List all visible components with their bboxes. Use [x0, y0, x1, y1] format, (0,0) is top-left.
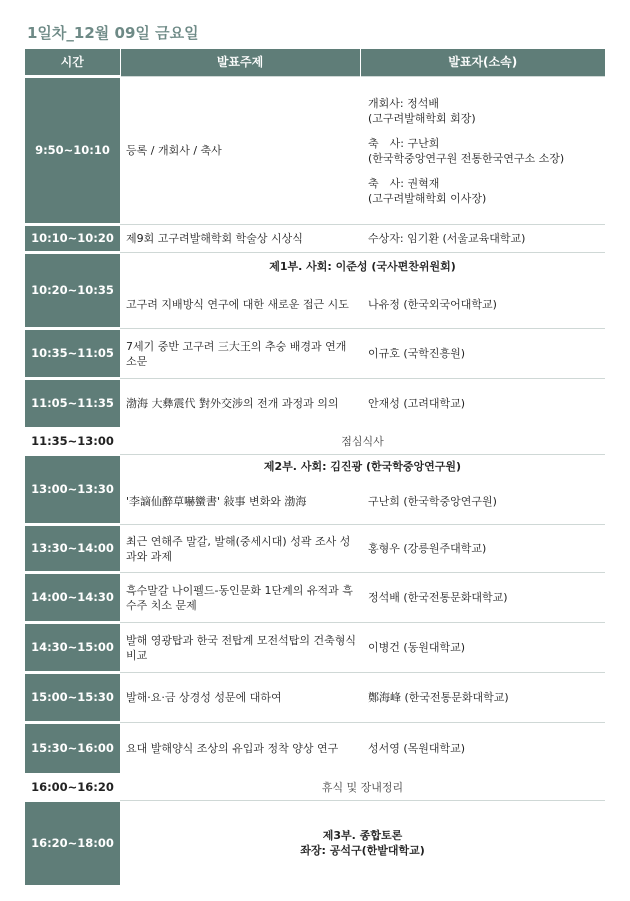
- presenter-cell: 나유정 (한국외국어대학교): [368, 297, 497, 311]
- topic-cell: 7세기 중반 고구려 三大王의 추숭 배경과 연개소문: [120, 329, 360, 379]
- presenter-role: 개회사: 정석배: [368, 96, 439, 110]
- table-row: [25, 379, 605, 429]
- table-row: [25, 673, 605, 723]
- session-title-row: [25, 253, 605, 281]
- table-row: [25, 723, 605, 775]
- session-title: 제1부. 사회: 이준성 (국사편찬위원회): [120, 253, 605, 281]
- time-cell: 11:35~13:00: [25, 429, 120, 455]
- time-cell: 10:35~11:05: [25, 329, 120, 379]
- table-row: [25, 623, 605, 673]
- topic-cell: 등록 / 개회사 / 축사: [120, 77, 360, 225]
- presenter-cell: 구난희 (한국학중앙연구원): [368, 494, 497, 508]
- time-cell: 10:20~10:35: [25, 253, 120, 329]
- presenter-affil: (고구려발해학회 회장): [368, 111, 476, 125]
- presenter-block: [368, 176, 601, 206]
- topic-cell: 제9회 고구려발해학회 학술상 시상식: [120, 225, 360, 253]
- time-cell: 14:00~14:30: [25, 573, 120, 623]
- time-cell: 10:10~10:20: [25, 225, 120, 253]
- header-topic: 발표주제: [120, 49, 360, 77]
- presenter-affil: (고구려발해학회 이사장): [368, 191, 487, 205]
- presenter-role: 축 사: 구난희: [368, 136, 440, 150]
- schedule-table: [25, 49, 605, 885]
- table-row: [25, 329, 605, 379]
- time-cell: 14:30~15:00: [25, 623, 120, 673]
- table-row: [25, 573, 605, 623]
- time-cell: 11:05~11:35: [25, 379, 120, 429]
- table-row-lunch: [25, 429, 605, 455]
- presenter-cell: 이규호 (국학진흥원): [360, 329, 605, 379]
- session3-chair: 좌장: 공석구(한밭대학교): [300, 843, 425, 857]
- topic-cell: 흑수말갈 나이펠드-동인문화 1단계의 유적과 흑수주 치소 문제: [120, 573, 360, 623]
- session3-title: 제3부. 종합토론: [322, 828, 403, 842]
- table-row-session3: [25, 801, 605, 885]
- table-row: [25, 525, 605, 573]
- session-title-row: [25, 455, 605, 479]
- time-cell: 16:20~18:00: [25, 801, 120, 885]
- time-cell: 13:00~13:30: [25, 455, 120, 525]
- presenter-role: 축 사: 권혁재: [368, 176, 440, 190]
- presenter-block: [368, 96, 601, 126]
- presenter-cell: 안재성 (고려대학교): [360, 379, 605, 429]
- time-cell: 13:30~14:00: [25, 525, 120, 573]
- table-row-rest: [25, 775, 605, 801]
- presenter-cell: 鄭海峰 (한국전통문화대학교): [360, 673, 605, 723]
- topic-cell: 최근 연해주 말갈, 발해(중세시대) 성곽 조사 성과와 과제: [120, 525, 360, 573]
- header-row: [25, 49, 605, 77]
- presenter-cell: 정석배 (한국전통문화대학교): [360, 573, 605, 623]
- presenter-cell: 수상자: 임기환 (서울교육대학교): [360, 225, 605, 253]
- time-cell: 15:30~16:00: [25, 723, 120, 775]
- topic-cell: 渤海 大彝震代 對外交涉의 전개 과정과 의의: [120, 379, 360, 429]
- topic-cell: 발해·요·금 상경성 성문에 대하여: [120, 673, 360, 723]
- table-row-award: [25, 225, 605, 253]
- session-title: [120, 801, 605, 885]
- topic-cell: 요대 발해양식 조상의 유입과 정착 양상 연구: [120, 723, 360, 775]
- presenter-affil: (한국학중앙연구원 전통한국연구소 소장): [368, 151, 565, 165]
- presenter-cell: 홍형우 (강릉원주대학교): [360, 525, 605, 573]
- time-cell: 9:50~10:10: [25, 77, 120, 225]
- presenter-cell: 성서영 (목원대학교): [360, 723, 605, 775]
- break-label: 점심식사: [341, 434, 384, 448]
- topic-cell: 고구려 지배방식 연구에 대한 새로운 접근 시도: [126, 297, 349, 311]
- page-title: 1일차_12월 09일 금요일: [27, 24, 199, 42]
- presenter-cell: 이병건 (동원대학교): [360, 623, 605, 673]
- presenter-block: [368, 136, 601, 166]
- header-presenter: 발표자(소속): [360, 49, 605, 77]
- topic-cell: 발해 영광탑과 한국 전탑계 모전석탑의 건축형식 비교: [120, 623, 360, 673]
- break-label: 휴식 및 장내정리: [321, 780, 404, 794]
- session-title: 제2부. 사회: 김진광 (한국학중앙연구원): [120, 455, 605, 479]
- time-cell: 16:00~16:20: [25, 775, 120, 801]
- topic-cell: '李謫仙醉草嚇蠻書' 敍事 변화와 渤海: [126, 494, 307, 508]
- time-cell: 15:00~15:30: [25, 673, 120, 723]
- table-row-opening: [25, 77, 605, 225]
- header-time: 시간: [25, 49, 120, 77]
- presenter-cell: [360, 77, 605, 225]
